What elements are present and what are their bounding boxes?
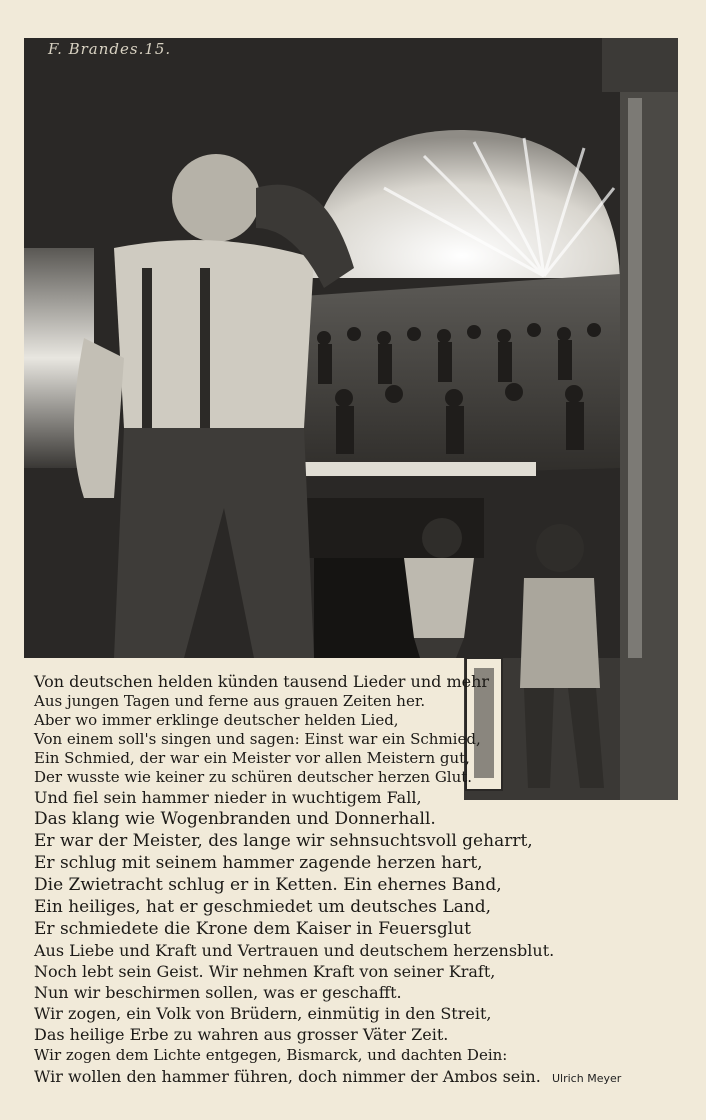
poem-line: Die Zwietracht schlug er in Ketten. Ein ehernes Band, <box>34 875 502 895</box>
poem-line: Aus jungen Tagen und ferne aus grauen Zeiten her. <box>34 692 426 710</box>
glowing-iron <box>286 462 536 476</box>
poem-line: Wir zogen, ein Volk von Brüdern, einmütig in den Streit, <box>34 1004 492 1023</box>
poem-line: Nun wir beschirmen sollen, was er geschafft. <box>34 983 402 1002</box>
poem-line: Er war der Meister, des lange wir sehnsuchtsvoll geharrt, <box>34 831 533 851</box>
poem-line: Der wusste wie keiner zu schüren deutscher herzen Glut. <box>34 768 473 786</box>
poem-line: Und fiel sein hammer nieder in wuchtigem Fall, <box>34 788 422 807</box>
poem-line: Ein heiliges, hat er geschmiedet um deutsches Land, <box>34 897 492 917</box>
poem-line: Er schmiedete die Krone dem Kaiser in Feuersglut <box>34 919 471 939</box>
poem-line: Aber wo immer erklinge deutscher helden Lied, <box>34 711 399 729</box>
poem-line: Das klang wie Wogenbranden und Donnerhall. <box>34 809 436 829</box>
poem-line: Wir wollen den hammer führen, doch nimmer der Ambos sein. <box>34 1067 541 1086</box>
poem-line: Er schlug mit seinem hammer zagende herzen hart, <box>34 853 483 873</box>
poem-line: Von einem soll's singen und sagen: Einst war ein Schmied, <box>34 730 481 748</box>
poem-line: Noch lebt sein Geist. Wir nehmen Kraft von seiner Kraft, <box>34 962 496 981</box>
poem-line: Wir zogen dem Lichte entgegen, Bismarck, und dachten Dein: <box>34 1046 508 1064</box>
poem-line: Ein Schmied, der war ein Meister vor allen Meistern gut, <box>34 749 470 767</box>
poem-line: Das heilige Erbe zu wahren aus grosser Väter Zeit. <box>34 1025 449 1044</box>
poem-line: Von deutschen helden künden tausend Lieder und mehr <box>34 672 490 691</box>
poem-line: Aus Liebe und Kraft und Vertrauen und deutschem herzensblut. <box>34 941 555 960</box>
artist-signature: F. Brandes.15. <box>48 40 172 58</box>
poem-author: Ulrich Meyer <box>552 1072 622 1085</box>
